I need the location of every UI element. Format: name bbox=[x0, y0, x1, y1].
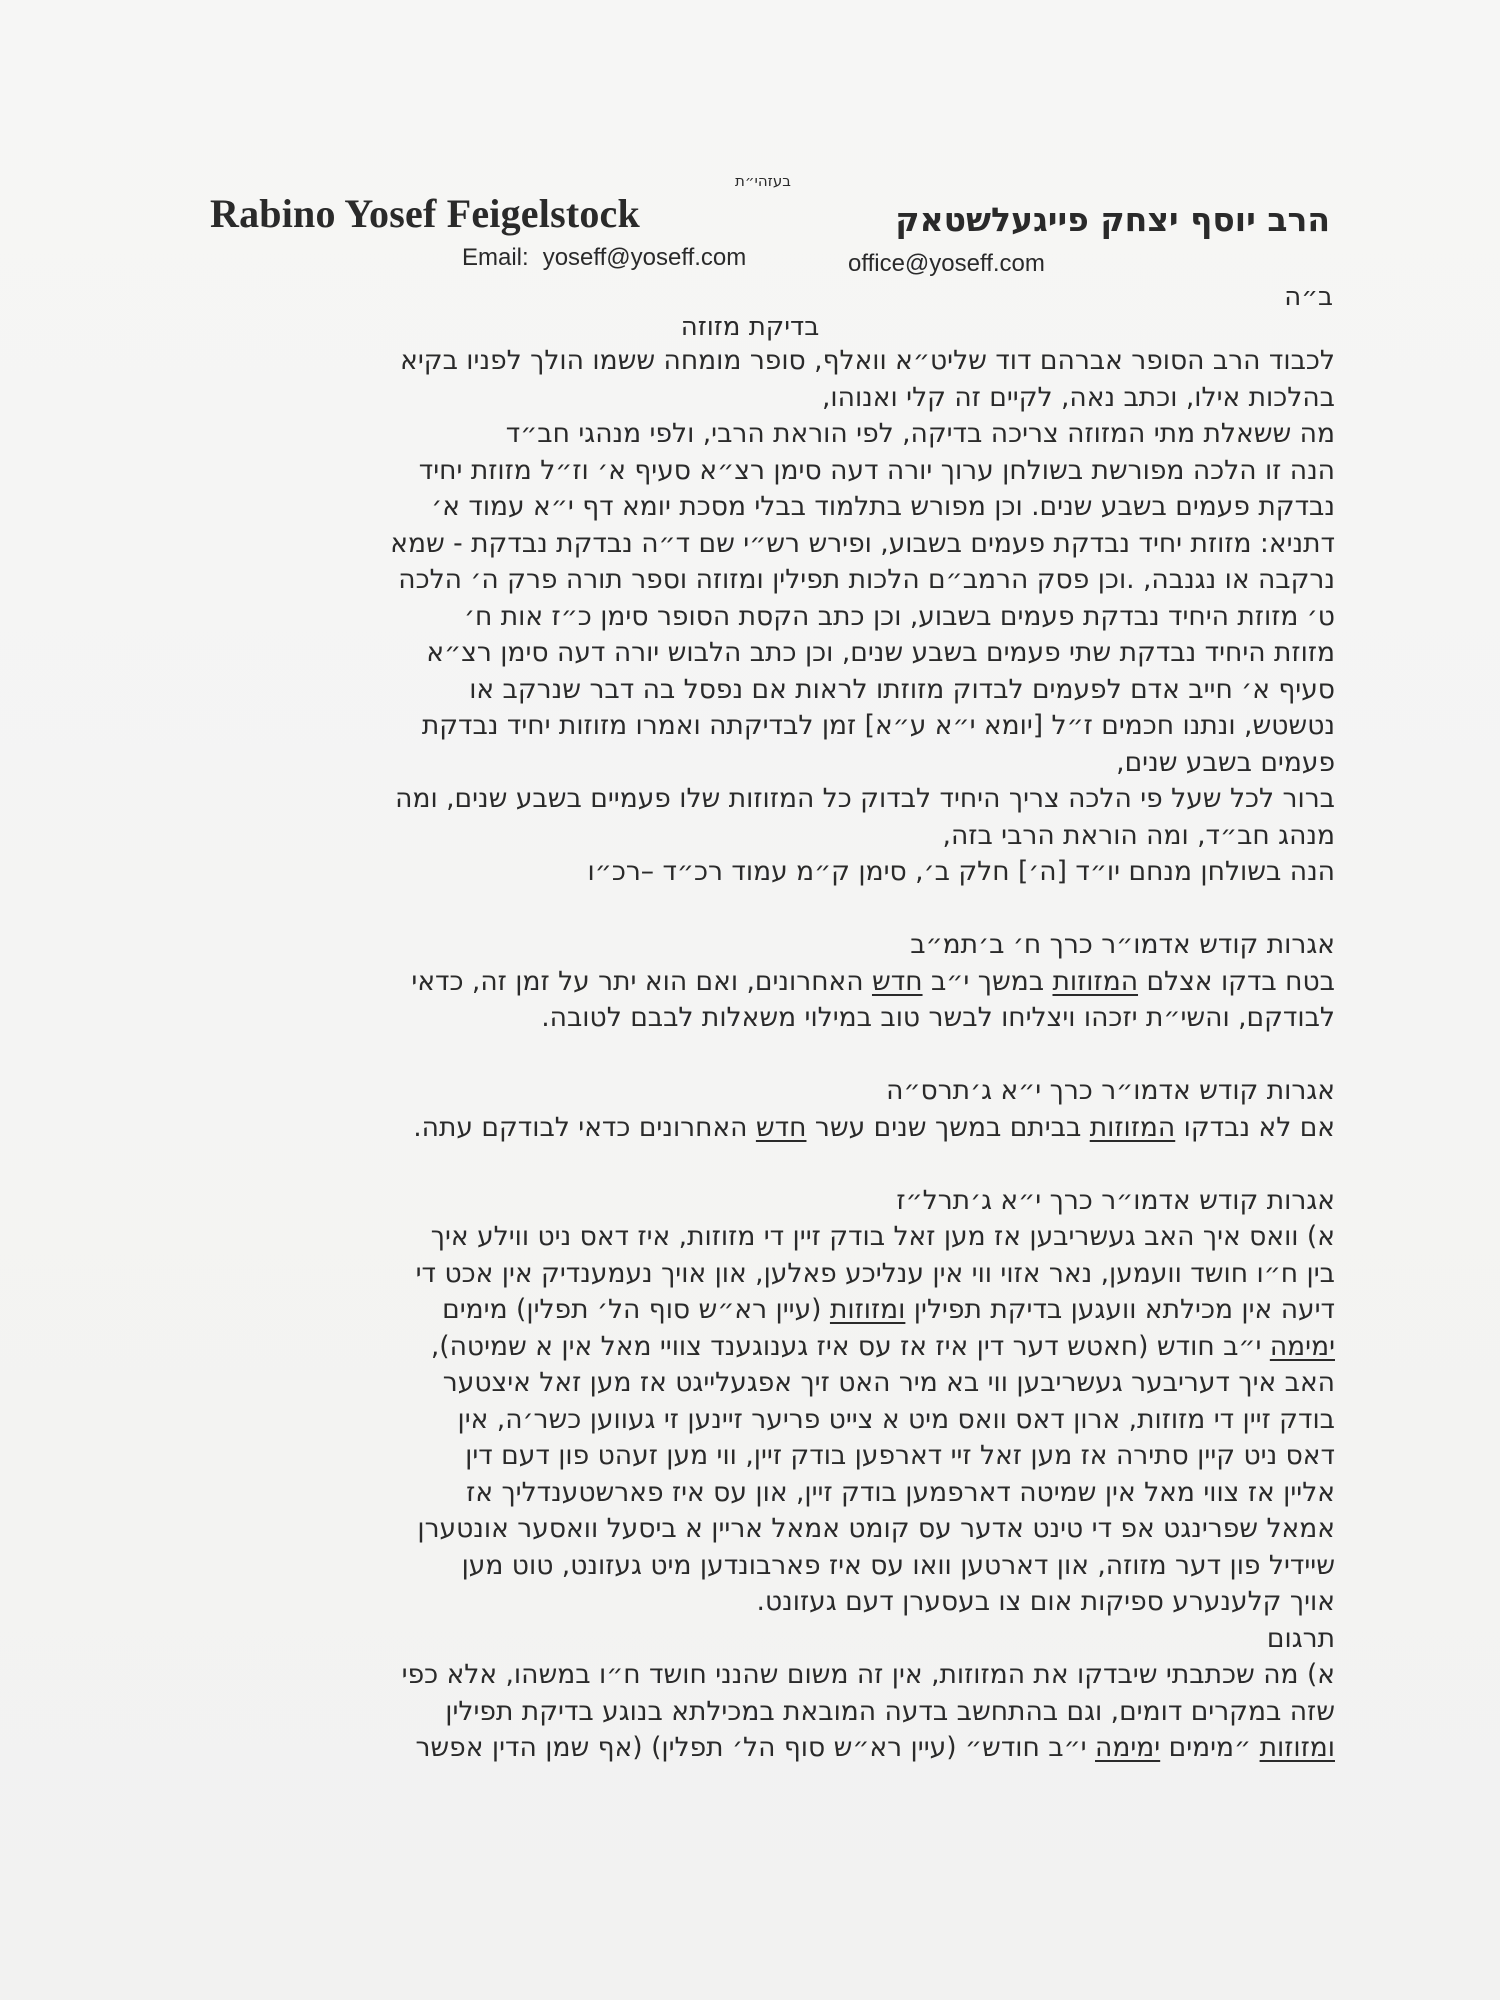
text-line: נטשטש, ונתנו חכמים ז״ל [יומא י״א ע״א] זמן לבדיקתה ואמרו מזוזות יחיד נבדקת bbox=[421, 710, 1335, 741]
text-line: נרקבה או נגנבה, .וכן פסק הרמב״ם הלכות תפילין ומזוזה וספר תורה פרק ה׳ הלכה bbox=[398, 564, 1335, 595]
underlined-word: ומזוזות bbox=[829, 1294, 906, 1325]
underlined-word: ימימה bbox=[1095, 1732, 1161, 1763]
email-address: yoseff@yoseff.com bbox=[542, 244, 747, 271]
email-label: Email: bbox=[462, 244, 529, 271]
underlined-word: המזוזות bbox=[1089, 1111, 1176, 1143]
text-line: סעיף א׳ חייב אדם לפעמים לבדוק מזוזתו לראות אם נפסל בה דבר שנרקב או bbox=[469, 673, 1335, 705]
text-line: בטח בדקו אצלם המזוזות במשך י״ב חדש האחרונים, ואם הוא יתר על זמן זה, כדאי bbox=[411, 965, 1335, 997]
underlined-word: ומזוזות bbox=[1259, 1732, 1335, 1763]
section-heading: אגרות קודש אדמו״ר כרך י״א ג׳תרס״ה bbox=[886, 1075, 1335, 1106]
underlined-word: חדש bbox=[871, 965, 923, 997]
text-line: א) מה שכתבתי שיבדקו את המזוזות, אין זה משום שהנני חושד ח״ו במשהו, אלא כפי bbox=[401, 1659, 1335, 1690]
text-line: אליין אז צווי מאל אין שמיטה דארפמען בודק זיין, און עס איז פארשטענדליך אז bbox=[466, 1476, 1335, 1508]
text-line: דתניא: מזוזת יחיד נבדקת פעמים בשבוע, ופירש רש״י שם ד״ה נבדקת נבדקת - שמא bbox=[390, 527, 1335, 559]
text-line: א) וואס איך האב געשריבען אז מען זאל בודק זיין די מזוזות, איז דאס ניט ווילע איך bbox=[430, 1221, 1335, 1252]
text-line: מה ששאלת מתי המזוזה צריכה בדיקה, לפי הוראת הרבי, ולפי מנהגי חב״ד bbox=[505, 418, 1335, 449]
underlined-word: ימימה bbox=[1269, 1330, 1335, 1362]
text-line: פעמים בשבע שנים, bbox=[1116, 746, 1335, 778]
bh-mark: ב״ה bbox=[1284, 282, 1333, 312]
section-heading: אגרות קודש אדמו״ר כרך י״א ג׳תרל״ז bbox=[896, 1184, 1335, 1216]
text-line: מנהג חב״ד, ומה הוראת הרבי בזה, bbox=[942, 819, 1335, 851]
text-line: אויך קלענערע ספיקות אום צו בעסערן דעם געזונט. bbox=[756, 1586, 1335, 1617]
rabbi-name-hebrew: הרב יוסף יצחק פייגעלשטאק bbox=[895, 200, 1330, 239]
rabbi-name-english: Rabino Yosef Feigelstock bbox=[210, 191, 640, 236]
text-line: ברור לכל שעל פי הלכה צריך היחיד לבדוק כל המזוזות שלו פעמיים בשבע שנים, ומה bbox=[395, 783, 1335, 814]
text-line: בהלכות אילו, וכתב נאה, לקיים זה קלי ואנוהו, bbox=[822, 381, 1335, 413]
underlined-word: חדש bbox=[755, 1111, 807, 1143]
text-line: נבדקת פעמים בשבע שנים. וכן מפורש בתלמוד בבלי מסכת יומא דף י״א עמוד א׳ bbox=[431, 491, 1335, 522]
text-line: דיעה אין מכילתא וועגען בדיקת תפילין ומזוזות (עיין רא״ש סוף הל׳ תפלין) מימים bbox=[442, 1294, 1335, 1325]
letter-title: בדיקת מזוזה bbox=[680, 312, 820, 342]
text-line: לבודקם, והשי״ת יזכהו ויצליחו לבשר טוב במילוי משאלות לבבם לטובה. bbox=[541, 1002, 1335, 1033]
section-heading: אגרות קודש אדמו״ר כרך ח׳ ב׳תמ״ב bbox=[910, 929, 1335, 960]
letter-body bbox=[200, 343, 1335, 1767]
text-line: האב איך דעריבער געשריבען ווי בא מיר האט זיך אפגעלייגט אז מען זאל איצטער bbox=[442, 1367, 1335, 1398]
text-line: הנה זו הלכה מפורשת בשולחן ערוך יורה דעה סימן רצ״א סעיף א׳ וז״ל מזוזת יחיד bbox=[418, 454, 1335, 486]
text-line: מזוזת היחיד נבדקת שתי פעמים בשבע שנים, וכן כתב הלבוש יורה דעה סימן רצ״א bbox=[426, 637, 1335, 668]
section-heading: תרגום bbox=[1266, 1622, 1335, 1654]
text-line: ומזוזות ״מימים ימימה י״ב חודש״ (עיין רא״ש סוף הל׳ תפלין) (אף שמן הדין אפשר bbox=[415, 1732, 1335, 1763]
text-line: בין ח״ו חושד וועמען, נאר אזוי ווי אין ענליכע פאלען, און אויך נעמענדיק אין אכט די bbox=[415, 1257, 1335, 1289]
text-line: אם לא נבדקו המזוזות בביתם במשך שנים עשר חדש האחרונים כדאי לבודקם עתה. bbox=[413, 1111, 1335, 1143]
text-line: דאס ניט קיין סתירה אז מען זאל זיי דארפען בודק זיין, ווי מען זעהט פון דעם דין bbox=[465, 1440, 1335, 1471]
text-line: לכבוד הרב הסופר אברהם דוד שליט״א וואלף, סופר מומחה ששמו הולך לפניו בקיא bbox=[400, 345, 1335, 376]
text-line: שזה במקרים דומים, וגם בהתחשב בדעה המובאת במכילתא בנוגע בדיקת תפילין bbox=[445, 1695, 1335, 1727]
text-line: ימימה י״ב חודש (חאטש דער דין איז אז עס איז גענוגענד צוויי מאל אין א שמיטה), bbox=[430, 1330, 1335, 1362]
text-line: שיידיל פון דער מזוזה, און דארטען וואו עס איז פארבונדען מיט געזונט, טוט מען bbox=[461, 1549, 1335, 1581]
underlined-word: המזוזות bbox=[1052, 965, 1139, 997]
text-line: הנה בשולחן מנחם יו״ד [ה׳] חלק ב׳, סימן ק״מ עמוד רכ״ד –רכ״ו bbox=[587, 856, 1335, 887]
text-line: אמאל שפרינגט אפ די טינט אדער עס קומט אמאל אריין א ביסעל וואסער אונטערן bbox=[417, 1513, 1335, 1544]
text-line: ט׳ מזוזת היחיד נבדקת פעמים בשבוע, וכן כתב הקסת הסופר סימן כ״ז אות ח׳ bbox=[464, 600, 1335, 632]
office-email: office@yoseff.com bbox=[848, 250, 1045, 277]
letterhead-bs: בעזהי״ת bbox=[735, 172, 791, 190]
text-line: בודק זיין די מזוזות, ארון דאס וואס מיט א צייט פריער זיינען זי געווען כשר׳ה, אין bbox=[457, 1403, 1335, 1435]
email-line bbox=[462, 244, 746, 272]
